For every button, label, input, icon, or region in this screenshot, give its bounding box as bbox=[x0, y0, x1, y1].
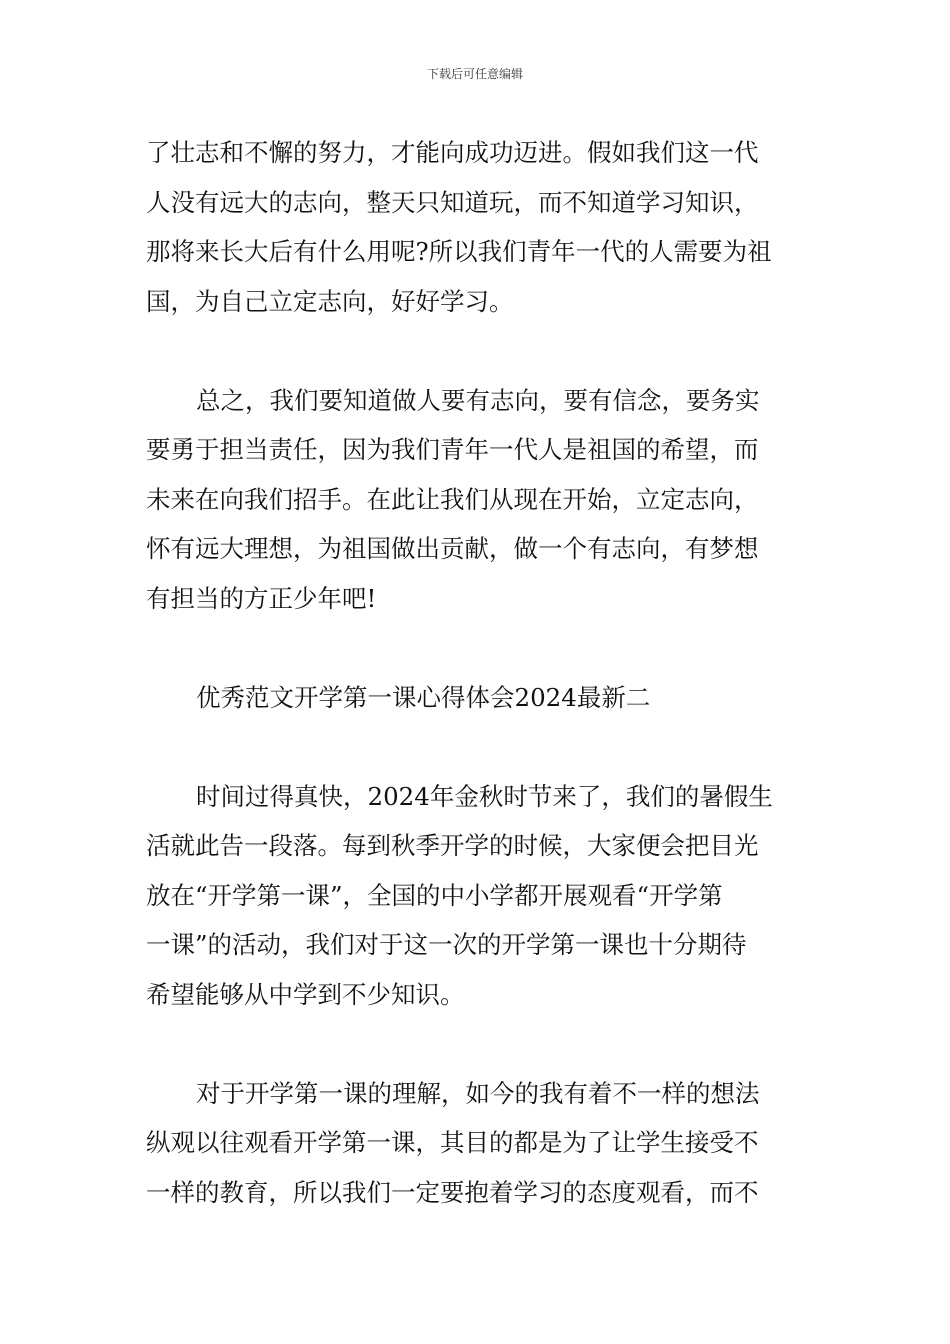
paragraph-gap bbox=[146, 326, 808, 376]
text-line: 了壮志和不懈的努力，才能向成功迈进。假如我们这一代 bbox=[146, 138, 759, 167]
text-line: 纵观以往观看开学第一课，其目的都是为了让学生接受不 bbox=[146, 1128, 759, 1157]
text-line: 活就此告一段落。每到秋季开学的时候，大家便会把目光 bbox=[146, 831, 759, 860]
page-header: 下载后可任意编辑 bbox=[426, 67, 523, 81]
text-line: 一课”的活动，我们对于这一次的开学第一课也十分期待 bbox=[146, 930, 747, 959]
text-line: 放在“开学第一课”，全国的中小学都开展观看“开学第 bbox=[146, 880, 723, 910]
text-line: 国，为自己立定志向，好好学习。 bbox=[146, 286, 514, 316]
text-line: 时间过得真快，2024年金秋时节来了，我们的暑假生 bbox=[196, 781, 773, 811]
paragraph-2 bbox=[146, 376, 808, 624]
text-line: 总之，我们要知道做人要有志向，要有信念，要务实 bbox=[196, 385, 760, 415]
text-line: 有担当的方正少年吧! bbox=[146, 583, 377, 613]
section-heading: 优秀范文开学第一课心得体会2024最新二 bbox=[196, 682, 651, 712]
paragraph-gap bbox=[146, 1019, 808, 1069]
text-line: 对于开学第一课的理解，如今的我有着不一样的想法 bbox=[196, 1078, 760, 1108]
text-line: 人没有远大的志向，整天只知道玩，而不知道学习知识， bbox=[146, 187, 759, 217]
text-line: 怀有远大理想，为祖国做出贡献，做一个有志向，有梦想 bbox=[146, 534, 759, 563]
text-line: 一样的教育，所以我们一定要抱着学习的态度观看，而不 bbox=[146, 1177, 759, 1207]
paragraph-gap bbox=[146, 623, 808, 673]
text-line: 未来在向我们招手。在此让我们从现在开始，立定志向， bbox=[146, 484, 759, 514]
paragraph-3 bbox=[146, 772, 808, 1020]
paragraph-4 bbox=[146, 1069, 808, 1218]
text-line: 要勇于担当责任，因为我们青年一代人是祖国的希望，而 bbox=[146, 435, 759, 464]
text-line: 希望能够从中学到不少知识。 bbox=[146, 979, 465, 1009]
paragraph-1 bbox=[146, 128, 808, 326]
text-line: 那将来长大后有什么用呢?所以我们青年一代的人需要为祖 bbox=[146, 237, 772, 266]
paragraph-gap bbox=[146, 722, 808, 772]
section-title bbox=[146, 673, 808, 723]
document-body bbox=[146, 128, 808, 1217]
